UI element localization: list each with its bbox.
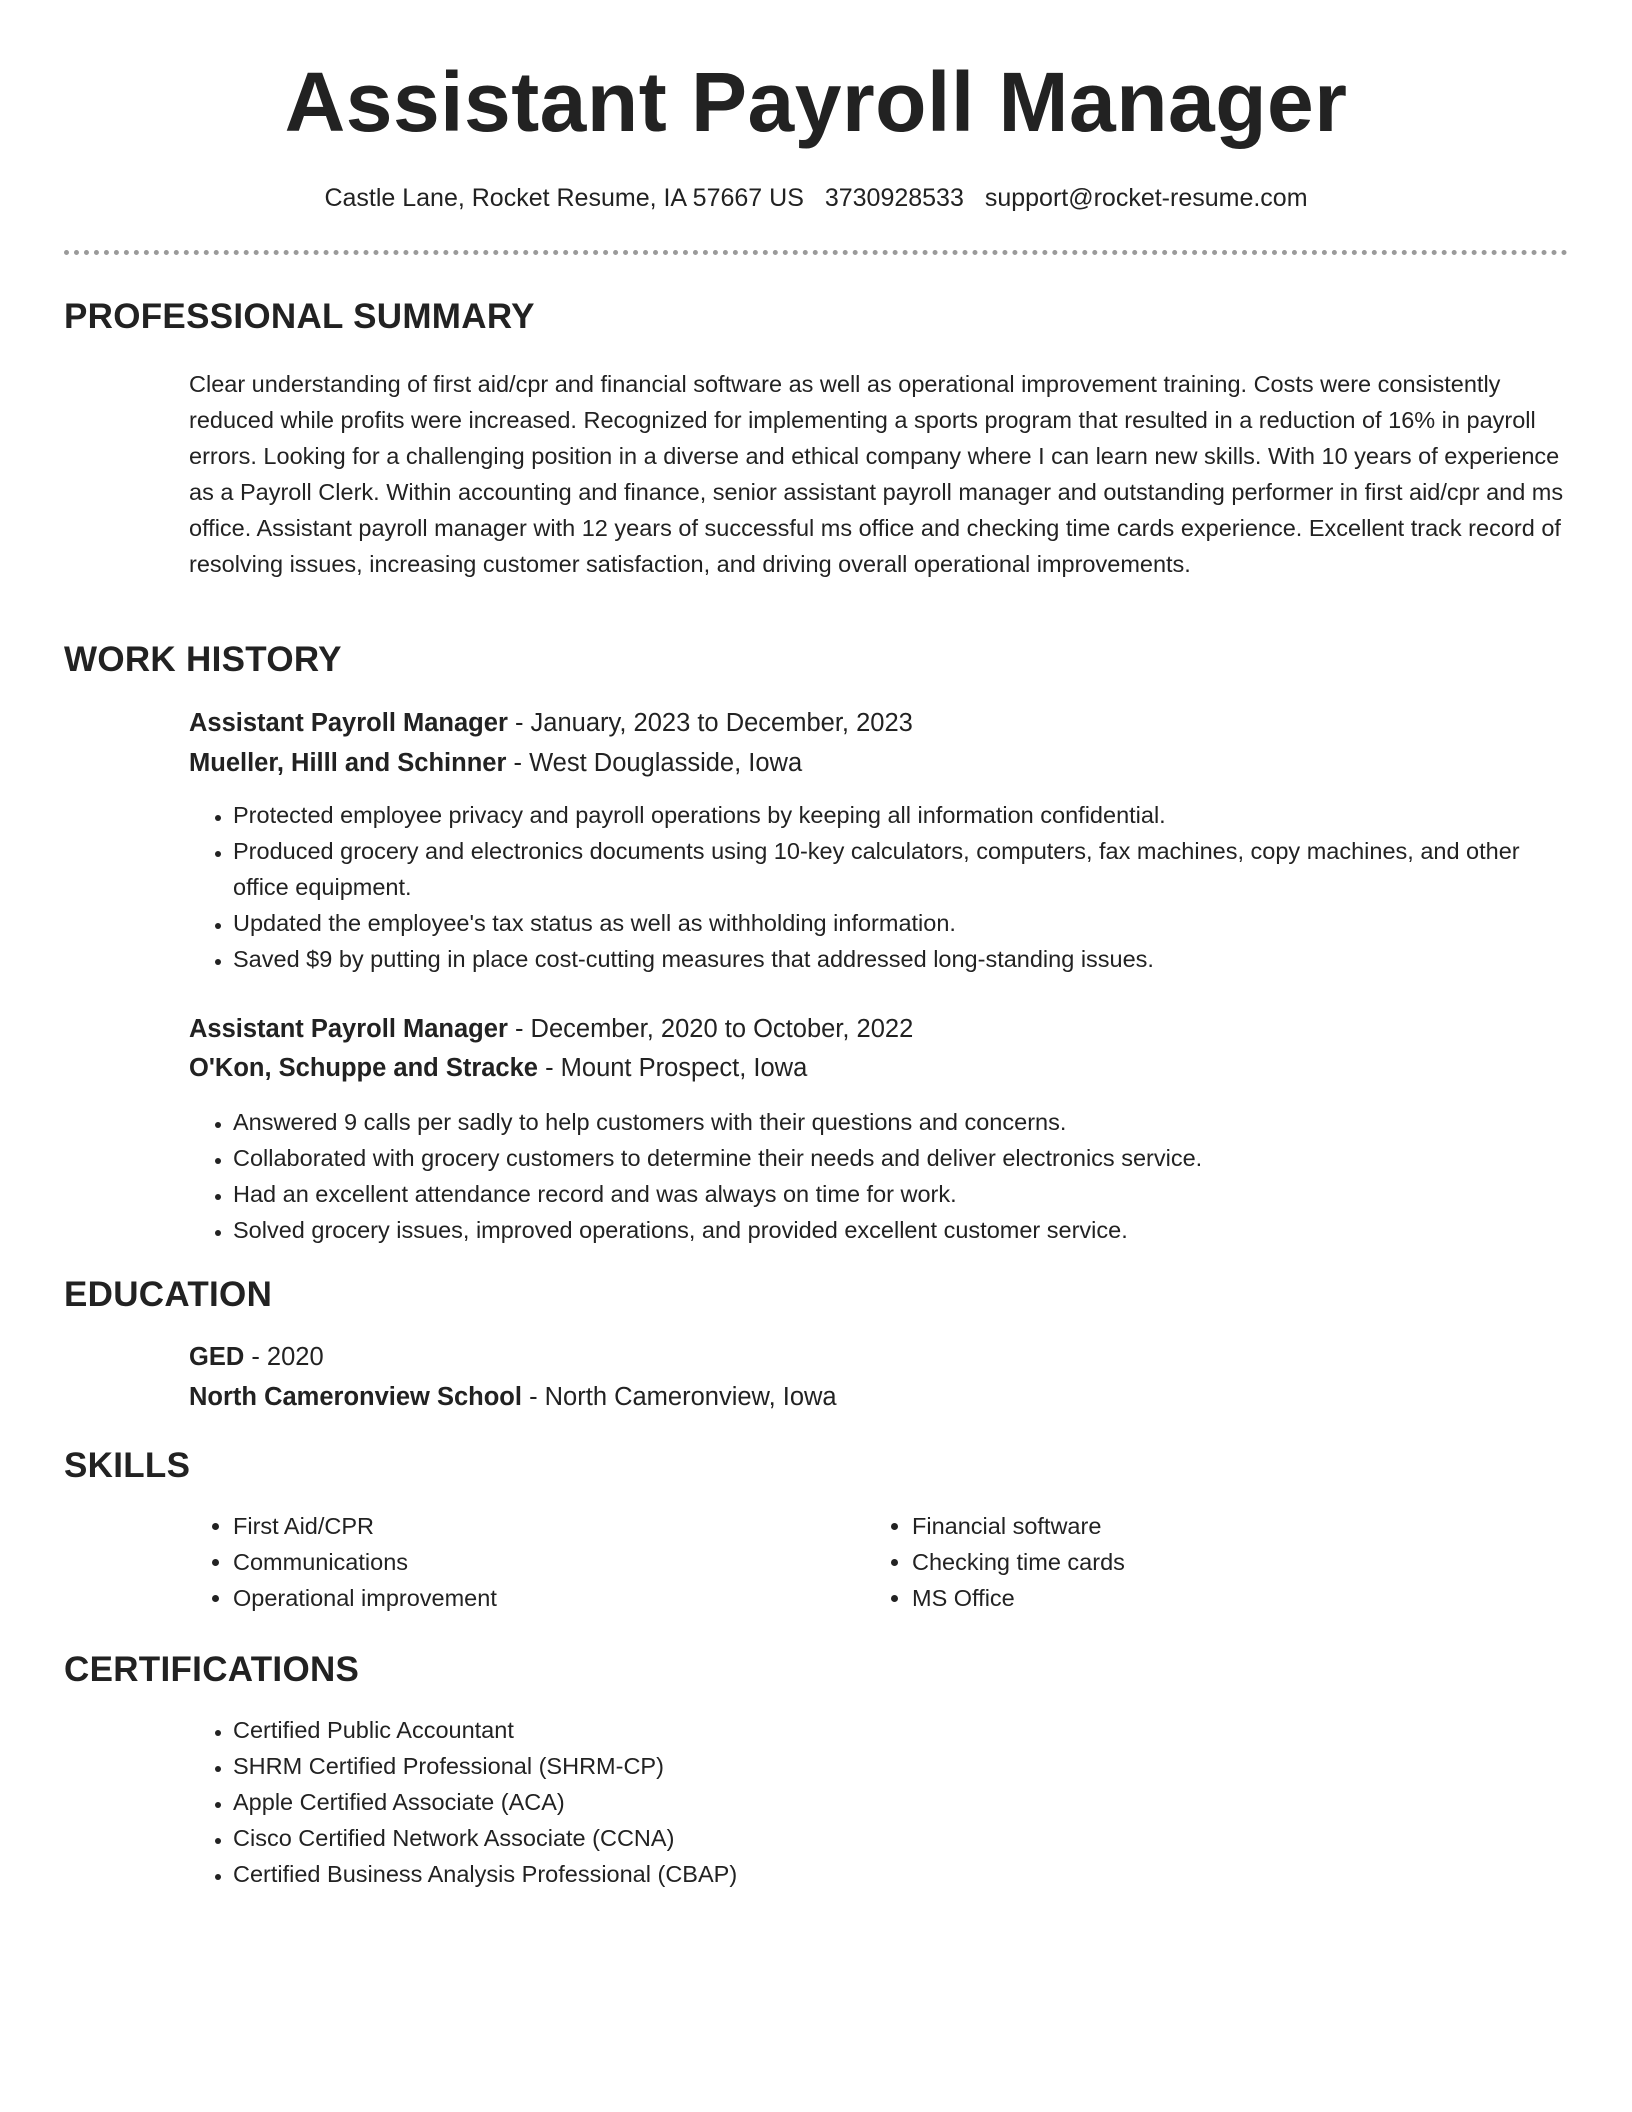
job-title-line bbox=[189, 705, 913, 741]
list-item: • Solved grocery issues, improved operations, and provided excellent customer service. bbox=[233, 1212, 1569, 1248]
list-item: • Answered 9 calls per sadly to help customers with their questions and concerns. bbox=[233, 1104, 1569, 1140]
list-item: • Certified Public Accountant bbox=[233, 1712, 1569, 1748]
list-item: • Had an excellent attendance record and was always on time for work. bbox=[233, 1176, 1569, 1212]
list-item: • Communications bbox=[233, 1544, 829, 1580]
job-title: Assistant Payroll Manager bbox=[189, 709, 508, 737]
section-title-skills: SKILLS bbox=[64, 1446, 191, 1485]
list-item: • Checking time cards bbox=[912, 1544, 1508, 1580]
skills-list-left bbox=[189, 1508, 829, 1616]
list-item: • Apple Certified Associate (ACA) bbox=[233, 1784, 1569, 1820]
section-title-summary: PROFESSIONAL SUMMARY bbox=[64, 297, 535, 336]
section-title-certifications: CERTIFICATIONS bbox=[64, 1650, 360, 1689]
list-item: • Operational improvement bbox=[233, 1580, 829, 1616]
list-item: • Produced grocery and electronics documents using 10-key calculators, computers, fax machines, copy machines, and other office equipment. bbox=[233, 833, 1569, 905]
list-item: • Protected employee privacy and payroll operations by keeping all information confidential. bbox=[233, 797, 1569, 833]
header-divider bbox=[64, 250, 1568, 255]
list-item: • Financial software bbox=[912, 1508, 1508, 1544]
skills-list-right bbox=[868, 1508, 1508, 1616]
job-company: Mueller, Hilll and Schinner bbox=[189, 749, 507, 777]
education-school: North Cameronview School bbox=[189, 1383, 522, 1411]
education-school-line bbox=[189, 1379, 837, 1415]
contact-email: support@rocket-resume.com bbox=[984, 184, 1308, 212]
list-item: • First Aid/CPR bbox=[233, 1508, 829, 1544]
job-title: Assistant Payroll Manager bbox=[189, 1015, 508, 1043]
summary-text: Clear understanding of first aid/cpr and financial software as well as operational improvement training. Costs were consistently reduced while profits were increased. Recognized for implementing a sports program that resulted in a reduction of 16% in payroll errors. Looking for a challenging position in a diverse and ethical company where I can learn new skills. With 10 years of experience as a Payroll Clerk. Within accounting and finance, senior assistant payroll manager and outstanding performer in first aid/cpr and ms office. Assistant payroll manager with 12 years of successful ms office and checking time cards experience. Excellent track record of resolving issues, increasing customer satisfaction, and driving overall operational improvements. bbox=[189, 371, 1564, 577]
list-item: • Updated the employee's tax status as well as withholding information. bbox=[233, 905, 1569, 941]
job-title-line bbox=[189, 1011, 913, 1047]
education-location: - North Cameronview, Iowa bbox=[521, 1383, 837, 1411]
list-item: • SHRM Certified Professional (SHRM-CP) bbox=[233, 1748, 1569, 1784]
education-degree-line bbox=[189, 1339, 324, 1375]
certifications-list bbox=[189, 1712, 1569, 1892]
job-dates: - January, 2023 to December, 2023 bbox=[507, 709, 913, 737]
education-year: - 2020 bbox=[244, 1343, 324, 1371]
contact-phone: 3730928533 bbox=[824, 184, 964, 212]
contact-line bbox=[0, 180, 1632, 216]
education-degree: GED bbox=[189, 1343, 245, 1371]
list-item: • Saved $9 by putting in place cost-cutting measures that addressed long-standing issues. bbox=[233, 941, 1569, 977]
job-company-line bbox=[189, 745, 802, 781]
list-item: • Cisco Certified Network Associate (CCNA) bbox=[233, 1820, 1569, 1856]
list-item: • MS Office bbox=[912, 1580, 1508, 1616]
job-location: - Mount Prospect, Iowa bbox=[537, 1054, 808, 1082]
job-company: O'Kon, Schuppe and Stracke bbox=[189, 1054, 538, 1082]
list-item: • Certified Business Analysis Professional (CBAP) bbox=[233, 1856, 1569, 1892]
job-bullets bbox=[189, 797, 1569, 977]
job-dates: - December, 2020 to October, 2022 bbox=[507, 1015, 914, 1043]
resume-name: Assistant Payroll Manager bbox=[284, 55, 1348, 149]
section-title-work: WORK HISTORY bbox=[64, 640, 342, 679]
list-item: • Collaborated with grocery customers to determine their needs and deliver electronics service. bbox=[233, 1140, 1569, 1176]
section-title-education: EDUCATION bbox=[64, 1275, 273, 1314]
job-bullets bbox=[189, 1104, 1569, 1248]
job-company-line bbox=[189, 1050, 807, 1086]
contact-address: Castle Lane, Rocket Resume, IA 57667 US bbox=[324, 184, 804, 212]
job-location: - West Douglasside, Iowa bbox=[506, 749, 803, 777]
